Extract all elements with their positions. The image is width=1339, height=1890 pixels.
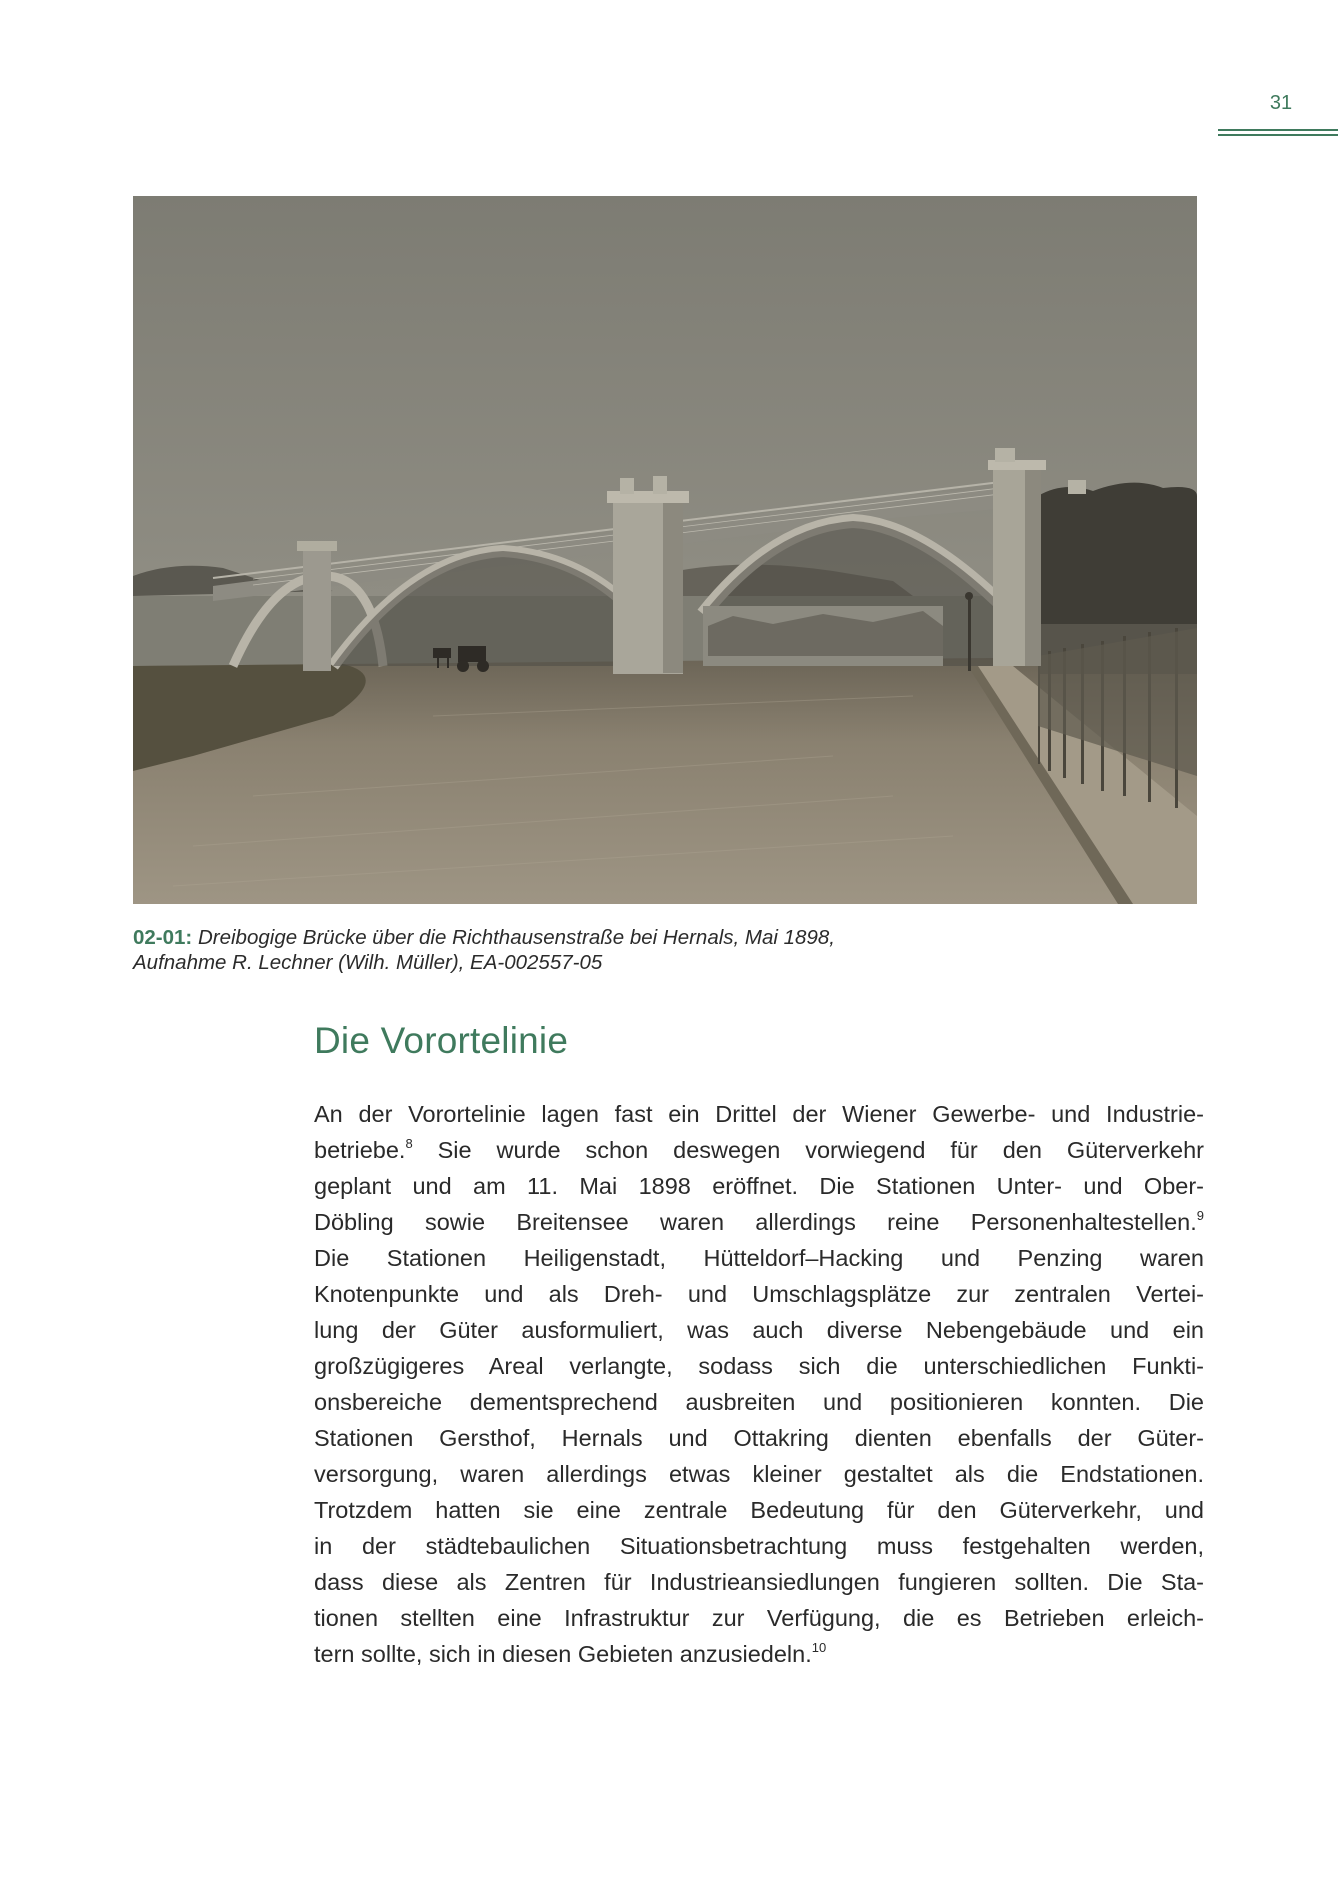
body-line: An der Vorortelinie lagen fast ein Drittel der Wiener Gewerbe- und Industrie-	[314, 1101, 1204, 1127]
body-line: in der städtebaulichen Situationsbetrachtung muss festgehalten werden,	[314, 1533, 1204, 1559]
body-line: versorgung, waren allerdings etwas kleiner gestaltet als die Endstationen.	[314, 1461, 1204, 1487]
figure-label: 02-01:	[133, 926, 193, 949]
caption-text-1: Dreibogige Brücke über die Richthausenstraße bei Hernals, Mai 1898,	[197, 926, 835, 949]
body-line: Döbling sowie Breitensee waren allerdings reine Personenhaltestellen.$^9$	[314, 1208, 1204, 1235]
body-line: Knotenpunkte und als Dreh- und Umschlagsplätze zur zentralen Vertei-	[314, 1281, 1204, 1307]
body-line: onsbereiche dementsprechend ausbreiten und positionieren konnten. Die	[314, 1389, 1204, 1415]
section-heading: Die Vorortelinie	[314, 1020, 569, 1061]
page-rule-bottom	[1218, 134, 1338, 136]
body-line: Stationen Gersthof, Hernals und Ottakring dienten ebenfalls der Güter-	[314, 1425, 1204, 1451]
body-line: Trotzdem hatten sie eine zentrale Bedeutung für den Güterverkehr, und	[314, 1497, 1204, 1523]
footnote-ref: 9	[1196, 1208, 1204, 1223]
page-number: 31	[1269, 92, 1293, 114]
body-line: lung der Güter ausformuliert, was auch diverse Nebengebäude und ein	[314, 1317, 1204, 1343]
page-rule-top	[1218, 129, 1338, 131]
body-line: Die Stationen Heiligenstadt, Hütteldorf–Hacking und Penzing waren	[314, 1245, 1204, 1271]
body-line: großzügigeres Areal verlangte, sodass sich die unterschiedlichen Funkti-	[314, 1353, 1204, 1379]
footnote-ref: 8	[405, 1136, 413, 1151]
body-line: geplant und am 11. Mai 1898 eröffnet. Die Stationen Unter- und Ober-	[314, 1173, 1204, 1199]
body-line: tionen stellten eine Infrastruktur zur Verfügung, die es Betrieben erleich-	[314, 1605, 1204, 1631]
footnote-ref: 10	[811, 1640, 827, 1655]
caption-text-2: Aufnahme R. Lechner (Wilh. Müller), EA-002557-05	[133, 951, 603, 974]
figure-caption	[133, 925, 1233, 975]
caption-line-2	[133, 950, 1233, 975]
bridge-photo	[133, 196, 1197, 904]
caption-line-1	[133, 925, 1233, 950]
body-line: betriebe.$^8$ Sie wurde schon deswegen vorwiegend für den Güterverkehr	[314, 1136, 1204, 1163]
body-line: dass diese als Zentren für Industrieansiedlungen fungieren sollten. Die Sta-	[314, 1569, 1204, 1595]
body-text	[314, 1096, 1204, 1672]
body-line: tern sollte, sich in diesen Gebieten anzusiedeln.$^{10}$	[314, 1640, 827, 1667]
